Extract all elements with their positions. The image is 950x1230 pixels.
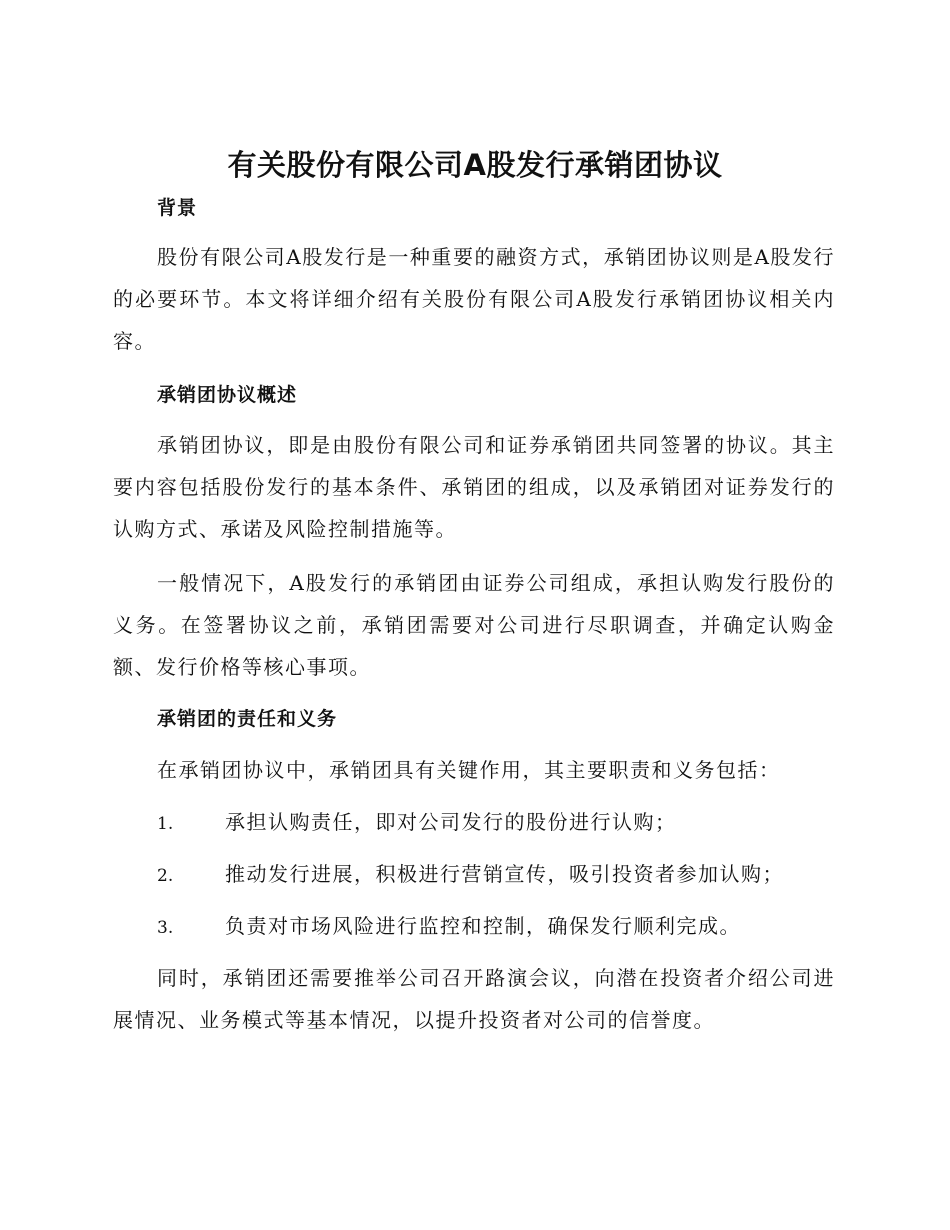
list-item xyxy=(157,807,837,839)
list-number: 1. xyxy=(157,814,174,834)
paragraph: 承销团协议，即是由股份有限公司和证券承销团共同签署的协议。其主要内容包括股份发行的基本条件、承销团的组成，以及承销团对证券发行的认购方式、承诺及风险控制措施等。 xyxy=(113,433,835,541)
list-text: 承担认购责任，即对公司发行的股份进行认购； xyxy=(225,810,677,834)
section-heading-background: 背景 xyxy=(157,197,198,219)
section-heading-overview: 承销团协议概述 xyxy=(157,384,298,406)
list-number: 2. xyxy=(157,866,174,886)
paragraph: 股份有限公司A股发行是一种重要的融资方式，承销团协议则是A股发行的必要环节。本文将详细介绍有关股份有限公司A股发行承销团协议相关内容。 xyxy=(113,245,835,353)
paragraph: 在承销团协议中，承销团具有关键作用，其主要职责和义务包括： xyxy=(157,758,781,782)
list-text: 推动发行进展，积极进行营销宣传，吸引投资者参加认购； xyxy=(225,862,784,886)
list-number: 3. xyxy=(157,918,174,938)
list-item xyxy=(157,859,837,891)
section-heading-duties: 承销团的责任和义务 xyxy=(157,708,338,730)
paragraph: 一般情况下，A股发行的承销团由证券公司组成，承担认购发行股份的义务。在签署协议之前，承销团需要对公司进行尽职调查，并确定认购金额、发行价格等核心事项。 xyxy=(113,571,835,679)
document-title: 有关股份有限公司A股发行承销团协议 xyxy=(227,148,723,182)
list-item xyxy=(157,911,837,943)
list-text: 负责对市场风险进行监控和控制，确保发行顺利完成。 xyxy=(225,914,741,938)
paragraph: 同时，承销团还需要推举公司召开路演会议，向潜在投资者介绍公司进展情况、业务模式等基本情况，以提升投资者对公司的信誉度。 xyxy=(113,966,835,1032)
